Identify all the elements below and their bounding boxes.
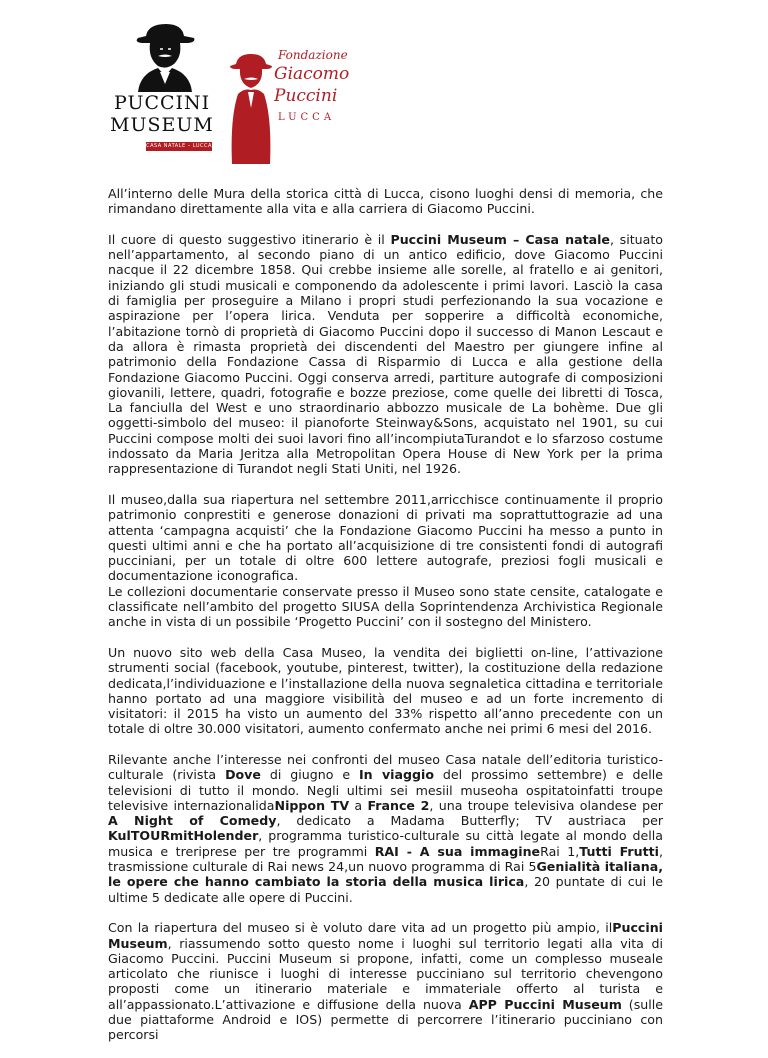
logo-text-puccini: PUCCINI: [114, 92, 211, 114]
header-logos: [108, 22, 348, 172]
puccini-silhouette-icon: [108, 22, 220, 94]
paragraph-visibilita: Un nuovo sito web della Casa Museo, la vendita dei biglietti on-line, l’attivazione strumenti social (facebook, youtube, pinterest, twitter), la costituzione della redazione dedicata,l’individuazione e l’installazione della nuova segnaletica cittadina e territoriale hanno portato ad una maggiore visibilità del museo e ad un forte incremento di visitatori: il 2015 ha visto un aumento del 33% rispetto all’anno precedente con un totale di oltre 30.000 visitatori, aumento confermato anche nei primi 6 mesi del 2016.: [108, 644, 663, 737]
paragraph-collezioni: Il museo,dalla sua riapertura nel settembre 2011,arricchisce continuamente il proprio patrimonio conprestiti e generose donazioni di privati ma soprattuttograzie ad una attenta ‘campagna acquisti’ che la Fondazione Giacomo Puccini ha messo a punto in questi ultimi anni e che ha portato all’acquisizione di tre consistenti fondi di autografi pucciniani, per un totale di oltre 600 lettere autografe, preziosi fogli musicali e documentazione iconografica.: [108, 491, 663, 584]
paragraph-progetto: Con la riapertura del museo si è voluto dare vita ad un progetto più ampio, ilPuccini Museum, riassumendo sotto questo nome i luoghi sul territorio legati alla vita di Giacomo Puccini. Puccini Museum si propone, infatti, come un complesso museale articolato che riunisce i luoghi di interesse pucciniano sul territorio chevengono proposti come un itinerario materiale e immateriale offerto al turista e all’appassionato.L’attivazione e diffusione della nuova APP Puccini Museum (sulle due piattaforme Android e IOS) permette di percorrere l’itinerario pucciniano con percorsi: [108, 920, 663, 1043]
body-text: [108, 186, 663, 1058]
paragraph-siusa: Le collezioni documentarie conservate presso il Museo sono state censite, catalogate e classificate nell’ambito del progetto SIUSA della Soprintendenza Archivistica Regionale anche in vista di un possibile ‘Progetto Puccini’ con il sostegno del Ministero.: [108, 583, 663, 630]
logo-text-fondazione: Fondazione: [278, 48, 348, 62]
logo-text-museum: MUSEUM: [110, 114, 214, 136]
fondazione-puccini-logo: [228, 48, 348, 168]
paragraph-media: Rilevante anche l’interesse nei confronti del museo Casa natale dell’editoria turistico-culturale (rivista Dove di giugno e In viaggio del prossimo settembre) e delle televisioni di tutto il mondo. Negli ultimi sei mesiil museoha ospitatoinfatti troupe televisive internazionalidaNippon TV a France 2, una troupe televisiva olandese per A Night of Comedy, dedicato a Madama Butterfly; TV austriaca per KulTOURmitHolender, programma turistico-culturale su città legate al mondo della musica e treriprese per tre programmi RAI - A sua immagineRai 1,Tutti Frutti, trasmissione culturale di Rai news 24,un nuovo programma di Rai 5Genialità italiana, le opere che hanno cambiato la storia della musica lirica, 20 puntate di cui le ultime 5 dedicate alle opere di Puccini.: [108, 751, 664, 905]
paragraph-casa-natale: Il cuore di questo suggestivo itinerario è il Puccini Museum – Casa natale, situato nell’appartamento, al secondo piano di un antico edificio, dove Giacomo Puccini nacque il 22 dicembre 1858. Qui crebbe insieme alle sorelle, al fratello e ai genitori, iniziando gli studi musicali e componendo da adolescente i primi lavori. Lasciò la casa di famiglia per proseguire a Milano i propri studi perfezionando la sua vocazione e aspirazione per l’opera lirica. Venduta per sopperire a difficoltà economiche, l’abitazione tornò di proprietà di Giacomo Puccini dopo il successo di Manon Lescaut e da allora è rimasta proprietà dei discendenti del Maestro per giungere infine al patrimonio della Fondazione Cassa di Risparmio di Lucca e alla gestione della Fondazione Giacomo Puccini. Oggi conserva arredi, partiture autografe di composizioni giovanili, lettere, quadri, fotografie e bozze preziose, come quelle dei libretti di Tosca, La fanciulla del West e uno straordinario abbozzo musicale de La bohème. Due gli oggetti-simbolo del museo: il pianoforte Steinway&Sons, acquistato nel 1901, su cui Puccini compose molti dei suoi lavori fino all’incompiutaTurandot e lo sfarzoso costume indossato da Maria Jeritza alla Metropolitan Opera House di New York per la prima rappresentazione di Turandot negli Stati Uniti, nel 1926.: [108, 231, 663, 477]
logo-text-lucca: LUCCA: [278, 112, 336, 123]
puccini-museum-logo: [108, 22, 220, 172]
logo-tagline: CASA NATALE – LUCCA: [146, 143, 212, 149]
fondazione-silhouette-icon: [228, 48, 274, 168]
logo-text-giacomo: Giacomo: [274, 64, 350, 84]
paragraph-intro: All’interno delle Mura della storica città di Lucca, cisono luoghi densi di memoria, che rimandano direttamente alla vita e alla carriera di Giacomo Puccini.: [108, 186, 663, 217]
logo-text-puccini-red: Puccini: [274, 86, 338, 106]
